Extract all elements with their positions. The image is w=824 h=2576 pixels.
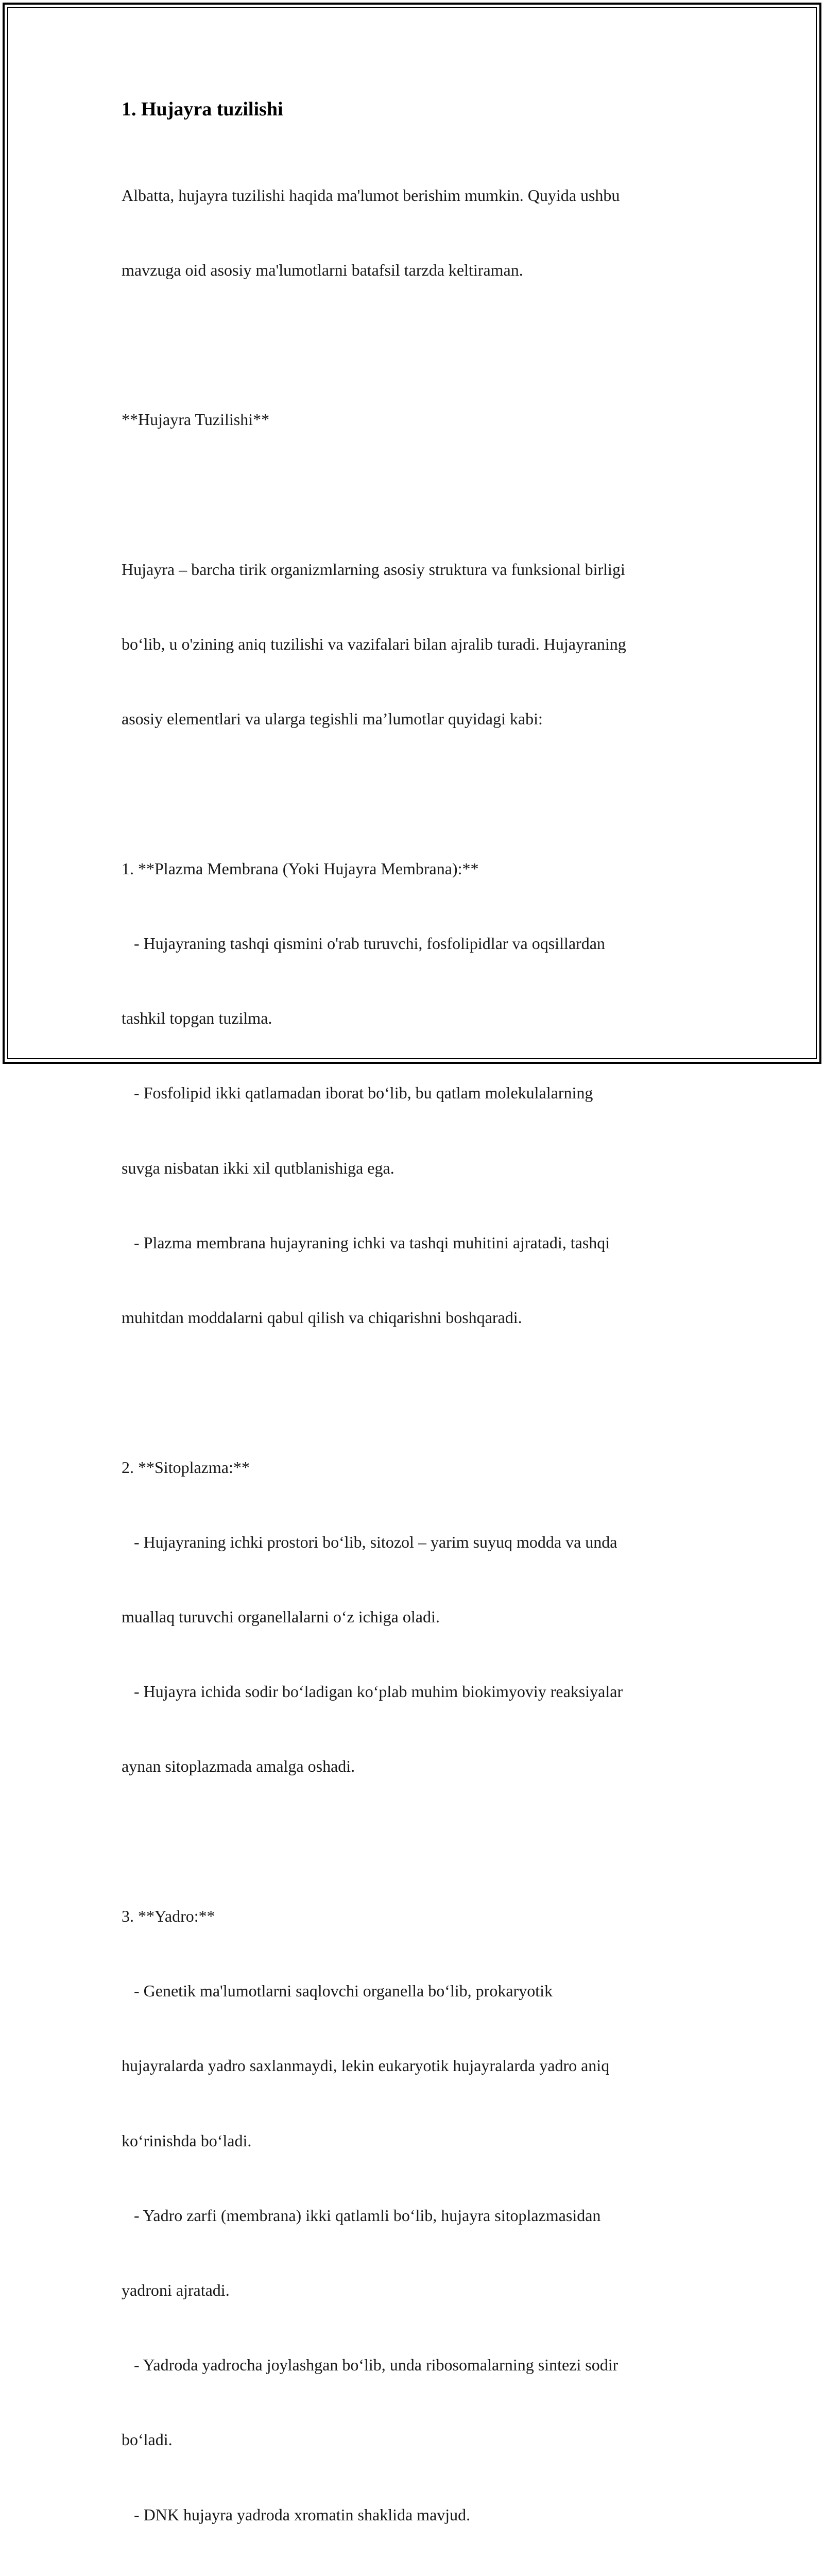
text-line (122, 332, 714, 357)
text-line (122, 1380, 714, 1404)
text-line: 2. **Sitoplazma:** (122, 1458, 250, 1477)
text-line (122, 782, 714, 806)
document-content (122, 96, 714, 2576)
document-heading: 1. Hujayra tuzilishi (122, 98, 283, 120)
text-line: - Hujayraning ichki prostori bo‘lib, sitozol – yarim suyuq modda va unda (122, 1532, 617, 1551)
text-line: bo‘lib, u o'zining aniq tuzilishi va vazifalari bilan ajralib turadi. Hujayraning (122, 635, 626, 654)
text-line: mavzuga oid asosiy ma'lumotlarni batafsil tarzda keltiraman. (122, 261, 523, 280)
text-line: asosiy elementlari va ularga tegishli ma’lumotlar quyidagi kabi: (122, 709, 543, 728)
text-line: Hujayra – barcha tirik organizmlarning asosiy struktura va funksional birligi (122, 560, 625, 579)
text-line: bo‘ladi. (122, 2430, 173, 2449)
text-line: **Hujayra Tuzilishi** (122, 410, 270, 429)
text-line: - Hujayra ichida sodir bo‘ladigan ko‘plab muhim biokimyoviy reaksiyalar (122, 1682, 623, 1701)
text-line: muhitdan moddalarni qabul qilish va chiqarishni boshqaradi. (122, 1308, 522, 1327)
text-line: - Plazma membrana hujayraning ichki va tashqi muhitini ajratadi, tashqi (122, 1233, 610, 1252)
text-line: ko‘rinishda bo‘ladi. (122, 2131, 252, 2150)
text-line: yadroni ajratadi. (122, 2280, 230, 2299)
text-line (122, 1829, 714, 1854)
text-line: tashkil topgan tuzilma. (122, 1009, 272, 1028)
text-line: - Yadroda yadrocha joylashgan bo‘lib, unda ribosomalarning sintezi sodir (122, 2355, 619, 2375)
text-line: suvga nisbatan ikki xil qutblanishiga ega. (122, 1158, 394, 1177)
text-line (122, 482, 714, 507)
text-line: 1. **Plazma Membrana (Yoki Hujayra Membrana):** (122, 859, 479, 878)
text-line: muallaq turuvchi organellalarni o‘z ichiga oladi. (122, 1607, 440, 1626)
text-line: - Hujayraning tashqi qismini o'rab turuvchi, fosfolipidlar va oqsillardan (122, 934, 605, 953)
text-line: - Yadro zarfi (membrana) ikki qatlamli bo‘lib, hujayra sitoplazmasidan (122, 2206, 601, 2225)
text-line: - Genetik ma'lumotlarni saqlovchi organella bo‘lib, prokaryotik (122, 1981, 553, 2001)
text-line: hujayralarda yadro saxlanmaydi, lekin eukaryotik hujayralarda yadro aniq (122, 2056, 610, 2075)
text-line: - Fosfolipid ikki qatlamadan iborat bo‘lib, bu qatlam molekulalarning (122, 1083, 593, 1103)
text-line: Albatta, hujayra tuzilishi haqida ma'lumot berishim mumkin. Quyida ushbu (122, 185, 620, 205)
text-line: aynan sitoplazmada amalga oshadi. (122, 1757, 355, 1776)
document-body (122, 133, 714, 2576)
text-line: 3. **Yadro:** (122, 1906, 215, 1925)
text-line: - DNK hujayra yadroda xromatin shaklida mavjud. (122, 2505, 471, 2524)
